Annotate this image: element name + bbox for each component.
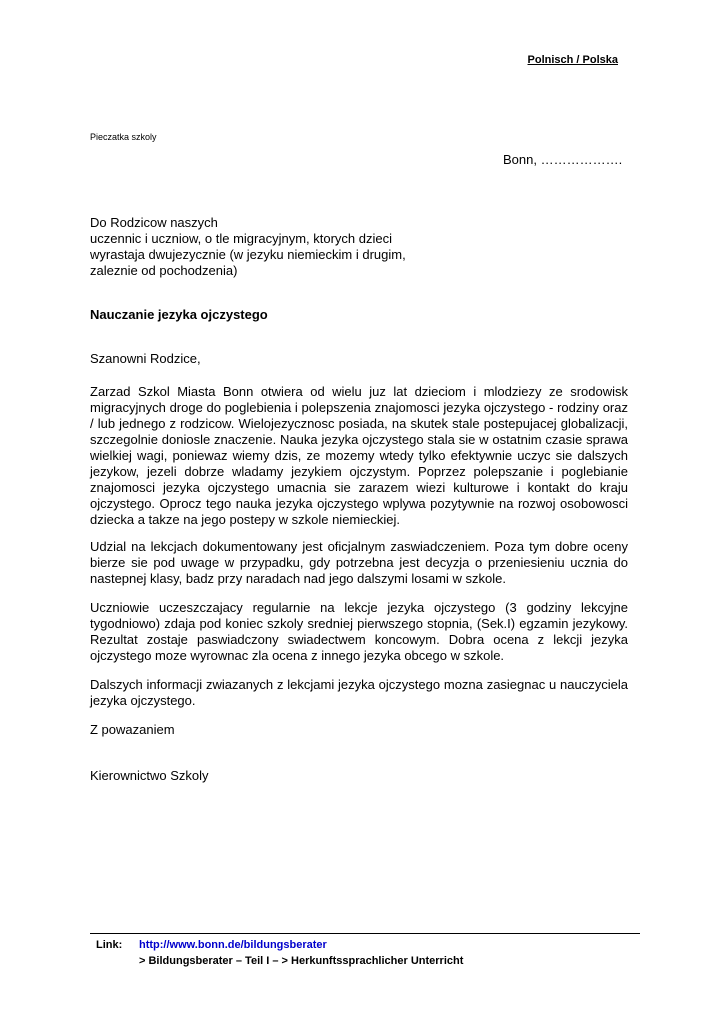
footer-breadcrumb: > Bildungsberater – Teil I – > Herkunftssprachlicher Unterricht	[139, 955, 464, 967]
paragraph: Dalszych informacji zwiazanych z lekcjami jezyka ojczystego mozna zasiegnac u nauczyciela jezyka ojczystego.	[90, 677, 628, 708]
letter-subject: Nauczanie jezyka ojczystego	[90, 307, 268, 322]
school-stamp-label: Pieczatka szkoly	[90, 132, 157, 142]
footer-link[interactable]: http://www.bonn.de/bildungsberater	[139, 939, 327, 951]
signature: Kierownictwo Szkoly	[90, 768, 209, 783]
address-line: wyrastaja dwujezycznie (w jezyku niemieckim i drugim,	[90, 247, 406, 262]
closing: Z powazaniem	[90, 722, 175, 737]
footer	[96, 937, 463, 969]
link-label: Link:	[96, 939, 123, 951]
place-date: Bonn, ……………….	[503, 152, 623, 167]
recipient-address	[90, 215, 510, 279]
address-line: zaleznie od pochodzenia)	[90, 263, 238, 278]
paragraph: Udzial na lekcjach dokumentowany jest oficjalnym zaswiadczeniem. Poza tym dobre oceny bierze sie pod uwage w przypadku, gdy potrzebna jest decyzja o przeniesieniu ucznia do nastepnej klasy, badz przy naradach nad jego dalszymi losami w szkole.	[90, 539, 628, 586]
address-line: Do Rodzicow naszych	[90, 215, 218, 230]
address-line: uczennic i uczniow, o tle migracyjnym, ktorych dzieci	[90, 231, 393, 246]
paragraph: Zarzad Szkol Miasta Bonn otwiera od wielu juz lat dzieciom i mlodziezy ze srodowisk migracyjnych droge do poglebienia i polepszenia znajomosci jezyka ojczystego - rodziny oraz / lub jednego z rodzicow. Wielojezycznosc posiada, na skutek stale postepujacej globalizacji, szczegolnie doniosle znaczenie. Nauka jezyka ojczystego stala sie w ostatnim czasie sprawa wielkiej wagi, poniewaz wiemy dzis, ze mozemy wtedy tylko efektywnie uczyc sie dalszych jezykow, jezeli dobrze wladamy jezykiem ojczystym. Poprzez polepszanie i poglebianie znajomosci jezyka ojczystego umacnia sie zarazem wiezi kulturowe i kontakt do kraju ojczystego. Oprocz tego nauka jezyka ojczystego wplywa pozytywnie na rozwoj osobowosci dziecka a takze na jego postepy w szkole niemieckiej.	[90, 384, 628, 527]
paragraph: Uczniowie uczeszczajacy regularnie na lekcje jezyka ojczystego (3 godziny lekcyjne tygodniowo) zdaja pod koniec szkoly sredniej pierwszego stopnia, (Sek.I) egzamin jezykowy. Rezultat zostaje paswiadczony swiadectwem koncowym. Dobra ocena z lekcji jezyka ojczystego moze wyrownac zla ocena z innego jezyka obcego w szkole.	[90, 600, 628, 663]
language-label: Polnisch / Polska	[527, 54, 618, 66]
footer-divider	[90, 933, 640, 934]
salutation: Szanowni Rodzice,	[90, 351, 201, 366]
